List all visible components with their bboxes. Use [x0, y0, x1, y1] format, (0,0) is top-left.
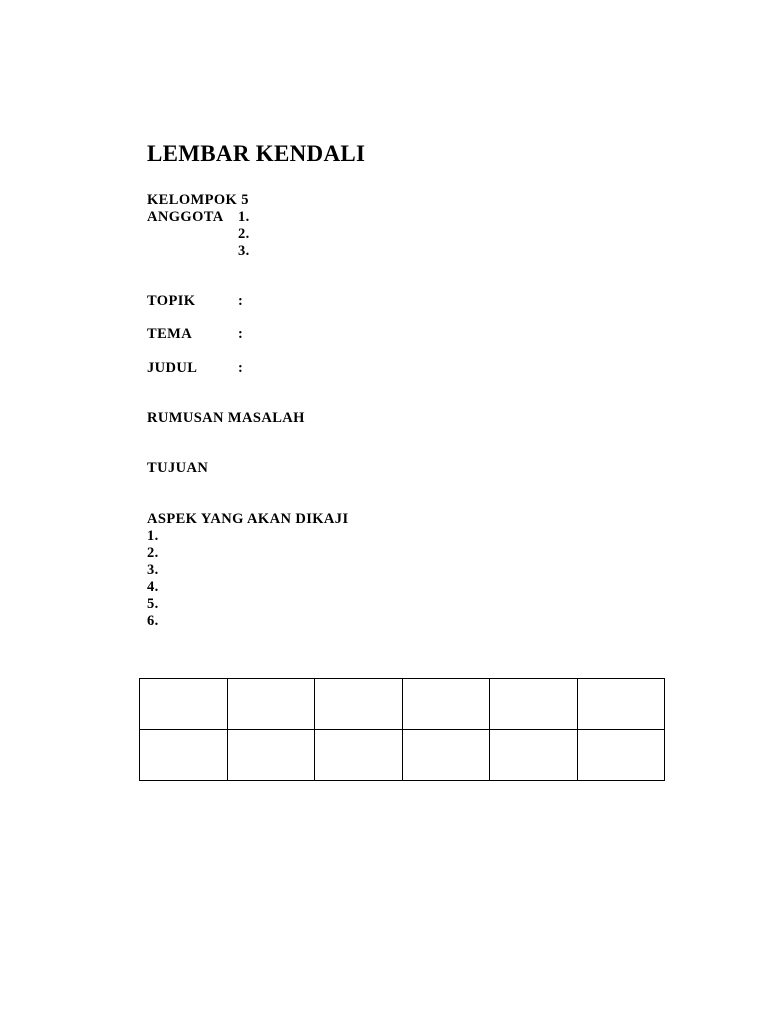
table-cell: [577, 730, 665, 781]
aspect-number-2: 2.: [147, 545, 159, 561]
table-cell: [315, 679, 403, 730]
aspect-number-6: 6.: [147, 613, 159, 629]
table-cell: [402, 679, 490, 730]
member-number-1: 1.: [238, 209, 250, 225]
theme-label: TEMA: [147, 326, 193, 342]
table-row: [140, 730, 665, 781]
topic-colon: :: [238, 293, 244, 309]
problem-formulation-label: RUMUSAN MASALAH: [147, 410, 305, 426]
page-title: LEMBAR KENDALI: [147, 141, 366, 166]
table-row: [140, 679, 665, 730]
member-number-3: 3.: [238, 243, 250, 259]
theme-colon: :: [238, 326, 244, 342]
table-cell: [140, 679, 228, 730]
aspects-label: ASPEK YANG AKAN DIKAJI: [147, 511, 349, 527]
table-cell: [140, 730, 228, 781]
members-label: ANGGOTA: [147, 209, 224, 225]
table-cell: [315, 730, 403, 781]
table-cell: [490, 730, 578, 781]
topic-label: TOPIK: [147, 293, 196, 309]
aspect-number-3: 3.: [147, 562, 159, 578]
member-number-2: 2.: [238, 226, 250, 242]
table-cell: [227, 730, 315, 781]
objective-label: TUJUAN: [147, 460, 209, 476]
aspect-number-5: 5.: [147, 596, 159, 612]
table-cell: [577, 679, 665, 730]
judul-label: JUDUL: [147, 360, 198, 376]
aspect-number-1: 1.: [147, 528, 159, 544]
judul-colon: :: [238, 360, 244, 376]
aspect-number-4: 4.: [147, 579, 159, 595]
group-label: KELOMPOK 5: [147, 192, 249, 208]
table-cell: [402, 730, 490, 781]
empty-grid-table: [139, 678, 665, 781]
table-cell: [227, 679, 315, 730]
table-cell: [490, 679, 578, 730]
